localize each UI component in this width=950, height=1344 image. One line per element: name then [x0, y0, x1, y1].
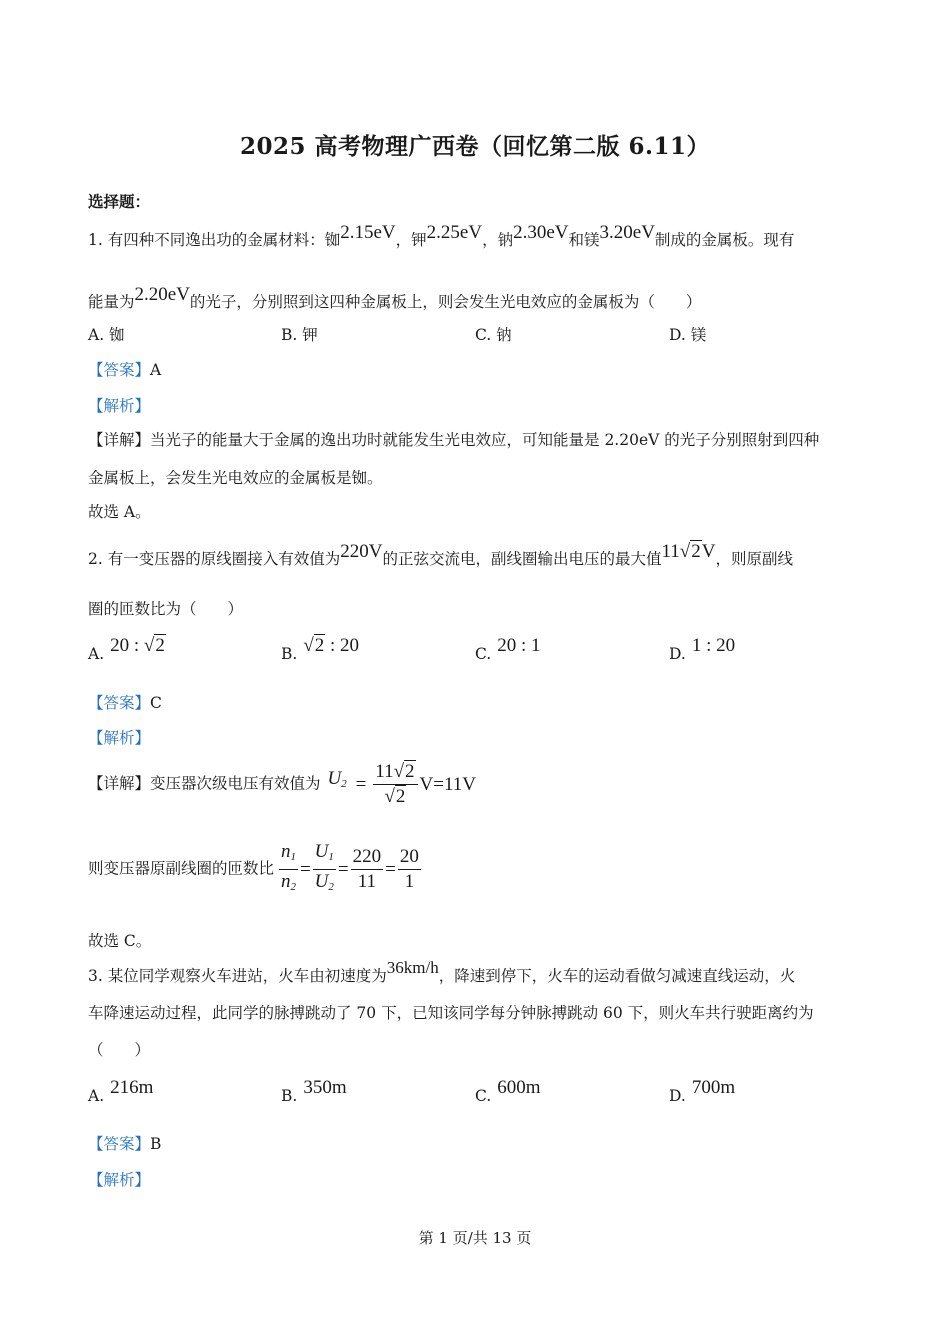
q3-stem-line1: 3. 某位同学观察火车进站，火车由初速度为36km/h，降速到停下，火车的运动看做匀减速直线运动，火	[88, 958, 796, 985]
q2-conclusion: 故选 C。	[88, 932, 152, 950]
q3-option-d: D. 700m	[669, 1077, 736, 1105]
sqrt-symbol: √2	[143, 635, 165, 656]
q2-stem-line2: 圈的匝数比为（ ）	[88, 600, 244, 618]
q1-analysis-tag: 【解析】	[88, 397, 151, 415]
q1-conclusion: 故选 A。	[88, 503, 151, 521]
page-footer: 第 1 页/共 13 页	[418, 1229, 532, 1247]
q2-option-c: C. 20 : 1	[475, 635, 541, 663]
q1-option-b: B. 钾	[281, 326, 318, 344]
q2-stem-line1: 2. 有一变压器的原线圈接入有效值为220V的正弦交流电，副线圈输出电压的最大值11√2V，则原副线	[88, 541, 793, 568]
q3-option-a: A. 216m	[88, 1077, 154, 1105]
sqrt-symbol: √2	[303, 635, 325, 656]
fraction: $\frac{U_1}{U_2}$	[314, 841, 334, 893]
q2-option-b: B. √2 : 20	[281, 635, 360, 663]
sqrt-symbol: √2	[679, 541, 701, 562]
q1-option-c: C. 钠	[475, 326, 512, 344]
q1-answer: 【答案】A	[88, 361, 162, 379]
q3-stem-line2: 车降速运动过程，此同学的脉搏跳动了 70 下，已知该同学每分钟脉搏跳动 60 下，则火车共行驶距离约为	[88, 1004, 814, 1022]
q3-option-b: B. 350m	[281, 1077, 347, 1105]
q3-answer: 【答案】B	[88, 1135, 162, 1153]
q3-option-c: C. 600m	[475, 1077, 541, 1105]
q3-stem-line3: （ ）	[88, 1041, 151, 1059]
q2-detail-line2: 则变压器原副线圈的匝数比 $\frac{n_1}{n_2}$ = $\frac{U_1}{U_2}$ = $\frac{220}{11}$ = $\frac{20}{1}$	[88, 840, 864, 899]
q1-option-d: D. 镁	[669, 326, 707, 344]
q1-stem-line1: 1. 有四种不同逸出功的金属材料：铷2.15eV，钾2.25eV，钠2.30eV和镁3.20eV制成的金属板。现有	[88, 222, 795, 249]
q1-option-a: A. 铷	[88, 326, 125, 344]
q2-detail-line1: 【详解】变压器次级电压有效值为 $U_2$ = $\frac{11√2}{√2}$ V=11V	[88, 761, 476, 807]
fraction: $\frac{20}{1}$	[399, 846, 419, 892]
fraction: $\frac{n_1}{n_2}$	[280, 841, 296, 893]
fraction: $\frac{220}{11}$	[352, 846, 382, 892]
page-title: 2025 高考物理广西卷（回忆第二版 6.11）	[239, 133, 711, 160]
q2-analysis-tag: 【解析】	[88, 729, 151, 747]
q2-option-d: D. 1 : 20	[669, 635, 736, 663]
q1-stem-line2: 能量为2.20eV的光子，分别照到这四种金属板上，则会发生光电效应的金属板为（ ）	[88, 284, 702, 311]
fraction: $\frac{11√2}{√2}$	[373, 760, 417, 809]
q1-detail-line1: 【详解】当光子的能量大于金属的逸出功时就能发生光电效应，可知能量是 2.20eV 的光子分别照射到四种	[88, 431, 820, 449]
q2-option-a: A. 20 : √2	[88, 635, 165, 663]
q2-answer: 【答案】C	[88, 694, 162, 712]
q3-analysis-tag: 【解析】	[88, 1171, 151, 1189]
section-heading: 选择题：	[88, 192, 151, 211]
q1-detail-line2: 金属板上，会发生光电效应的金属板是铷。	[88, 469, 383, 487]
